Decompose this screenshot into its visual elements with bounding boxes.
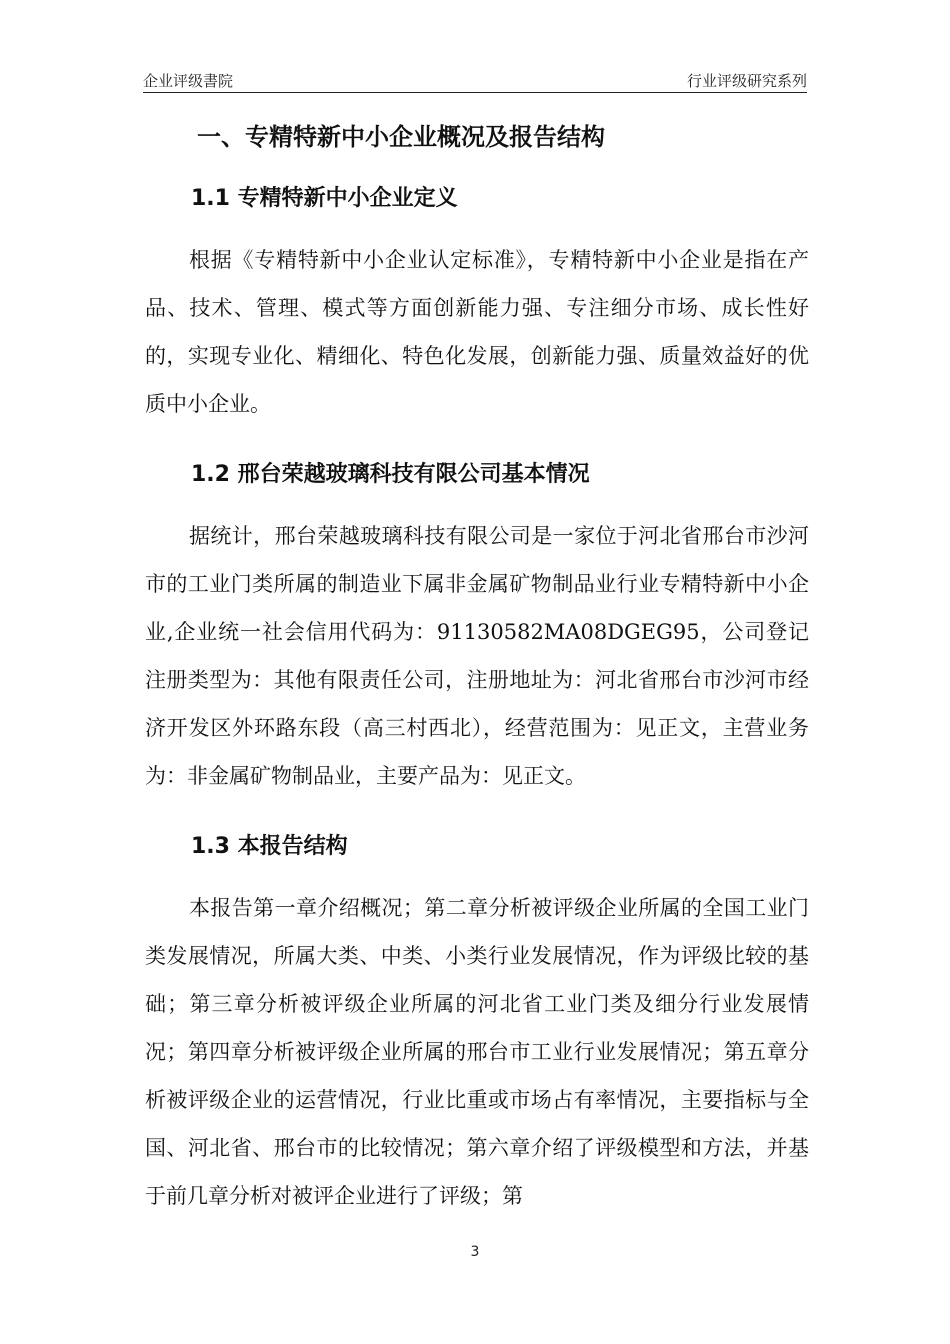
section-heading-1-1: 1.1 专精特新中小企业定义 (191, 186, 458, 211)
section-heading-1-2: 1.2 邢台荣越玻璃科技有限公司基本情况 (191, 462, 590, 487)
page-header (143, 62, 807, 93)
page-body (145, 112, 809, 1220)
section-paragraph-1-3: 本报告第一章介绍概况；第二章分析被评级企业所属的全国工业门类发展情况，所属大类、中类、小类行业发展情况，作为评级比较的基础；第三章分析被评级企业所属的河北省工业门类及细分行业发展情况；第四章分析被评级企业所属的邢台市工业行业发展情况；第五章分析被评级企业的运营情况，行业比重或市场占有率情况，主要指标与全国、河北省、邢台市的比较情况；第六章介绍了评级模型和方法，并基于前几章分析对被评企业进行了评级；第 (145, 896, 809, 1208)
page-number: 3 (470, 1244, 480, 1260)
section-heading-1-3: 1.3 本报告结构 (191, 834, 348, 859)
header-right-text: 行业评级研究系列 (686, 72, 807, 90)
section-paragraph-1-2: 据统计，邢台荣越玻璃科技有限公司是一家位于河北省邢台市沙河市的工业门类所属的制造业下属非金属矿物制品业行业专精特新中小企业,企业统一社会信用代码为：91130582MA08DGEG95，公司登记注册类型为：其他有限责任公司，注册地址为：河北省邢台市沙河市经济开发区外环路东段（高三村西北），经营范围为：见正文，主营业务为：非金属矿物制品业，主要产品为：见正文。 (145, 524, 809, 788)
header-left-text: 企业评级書院 (143, 72, 234, 90)
section-paragraph-1-1: 根据《专精特新中小企业认定标准》，专精特新中小企业是指在产品、技术、管理、模式等方面创新能力强、专注细分市场、成长性好的，实现专业化、精细化、特色化发展，创新能力强、质量效益好的优质中小企业。 (145, 248, 809, 416)
chapter-title: 一、专精特新中小企业概况及报告结构 (197, 123, 605, 151)
